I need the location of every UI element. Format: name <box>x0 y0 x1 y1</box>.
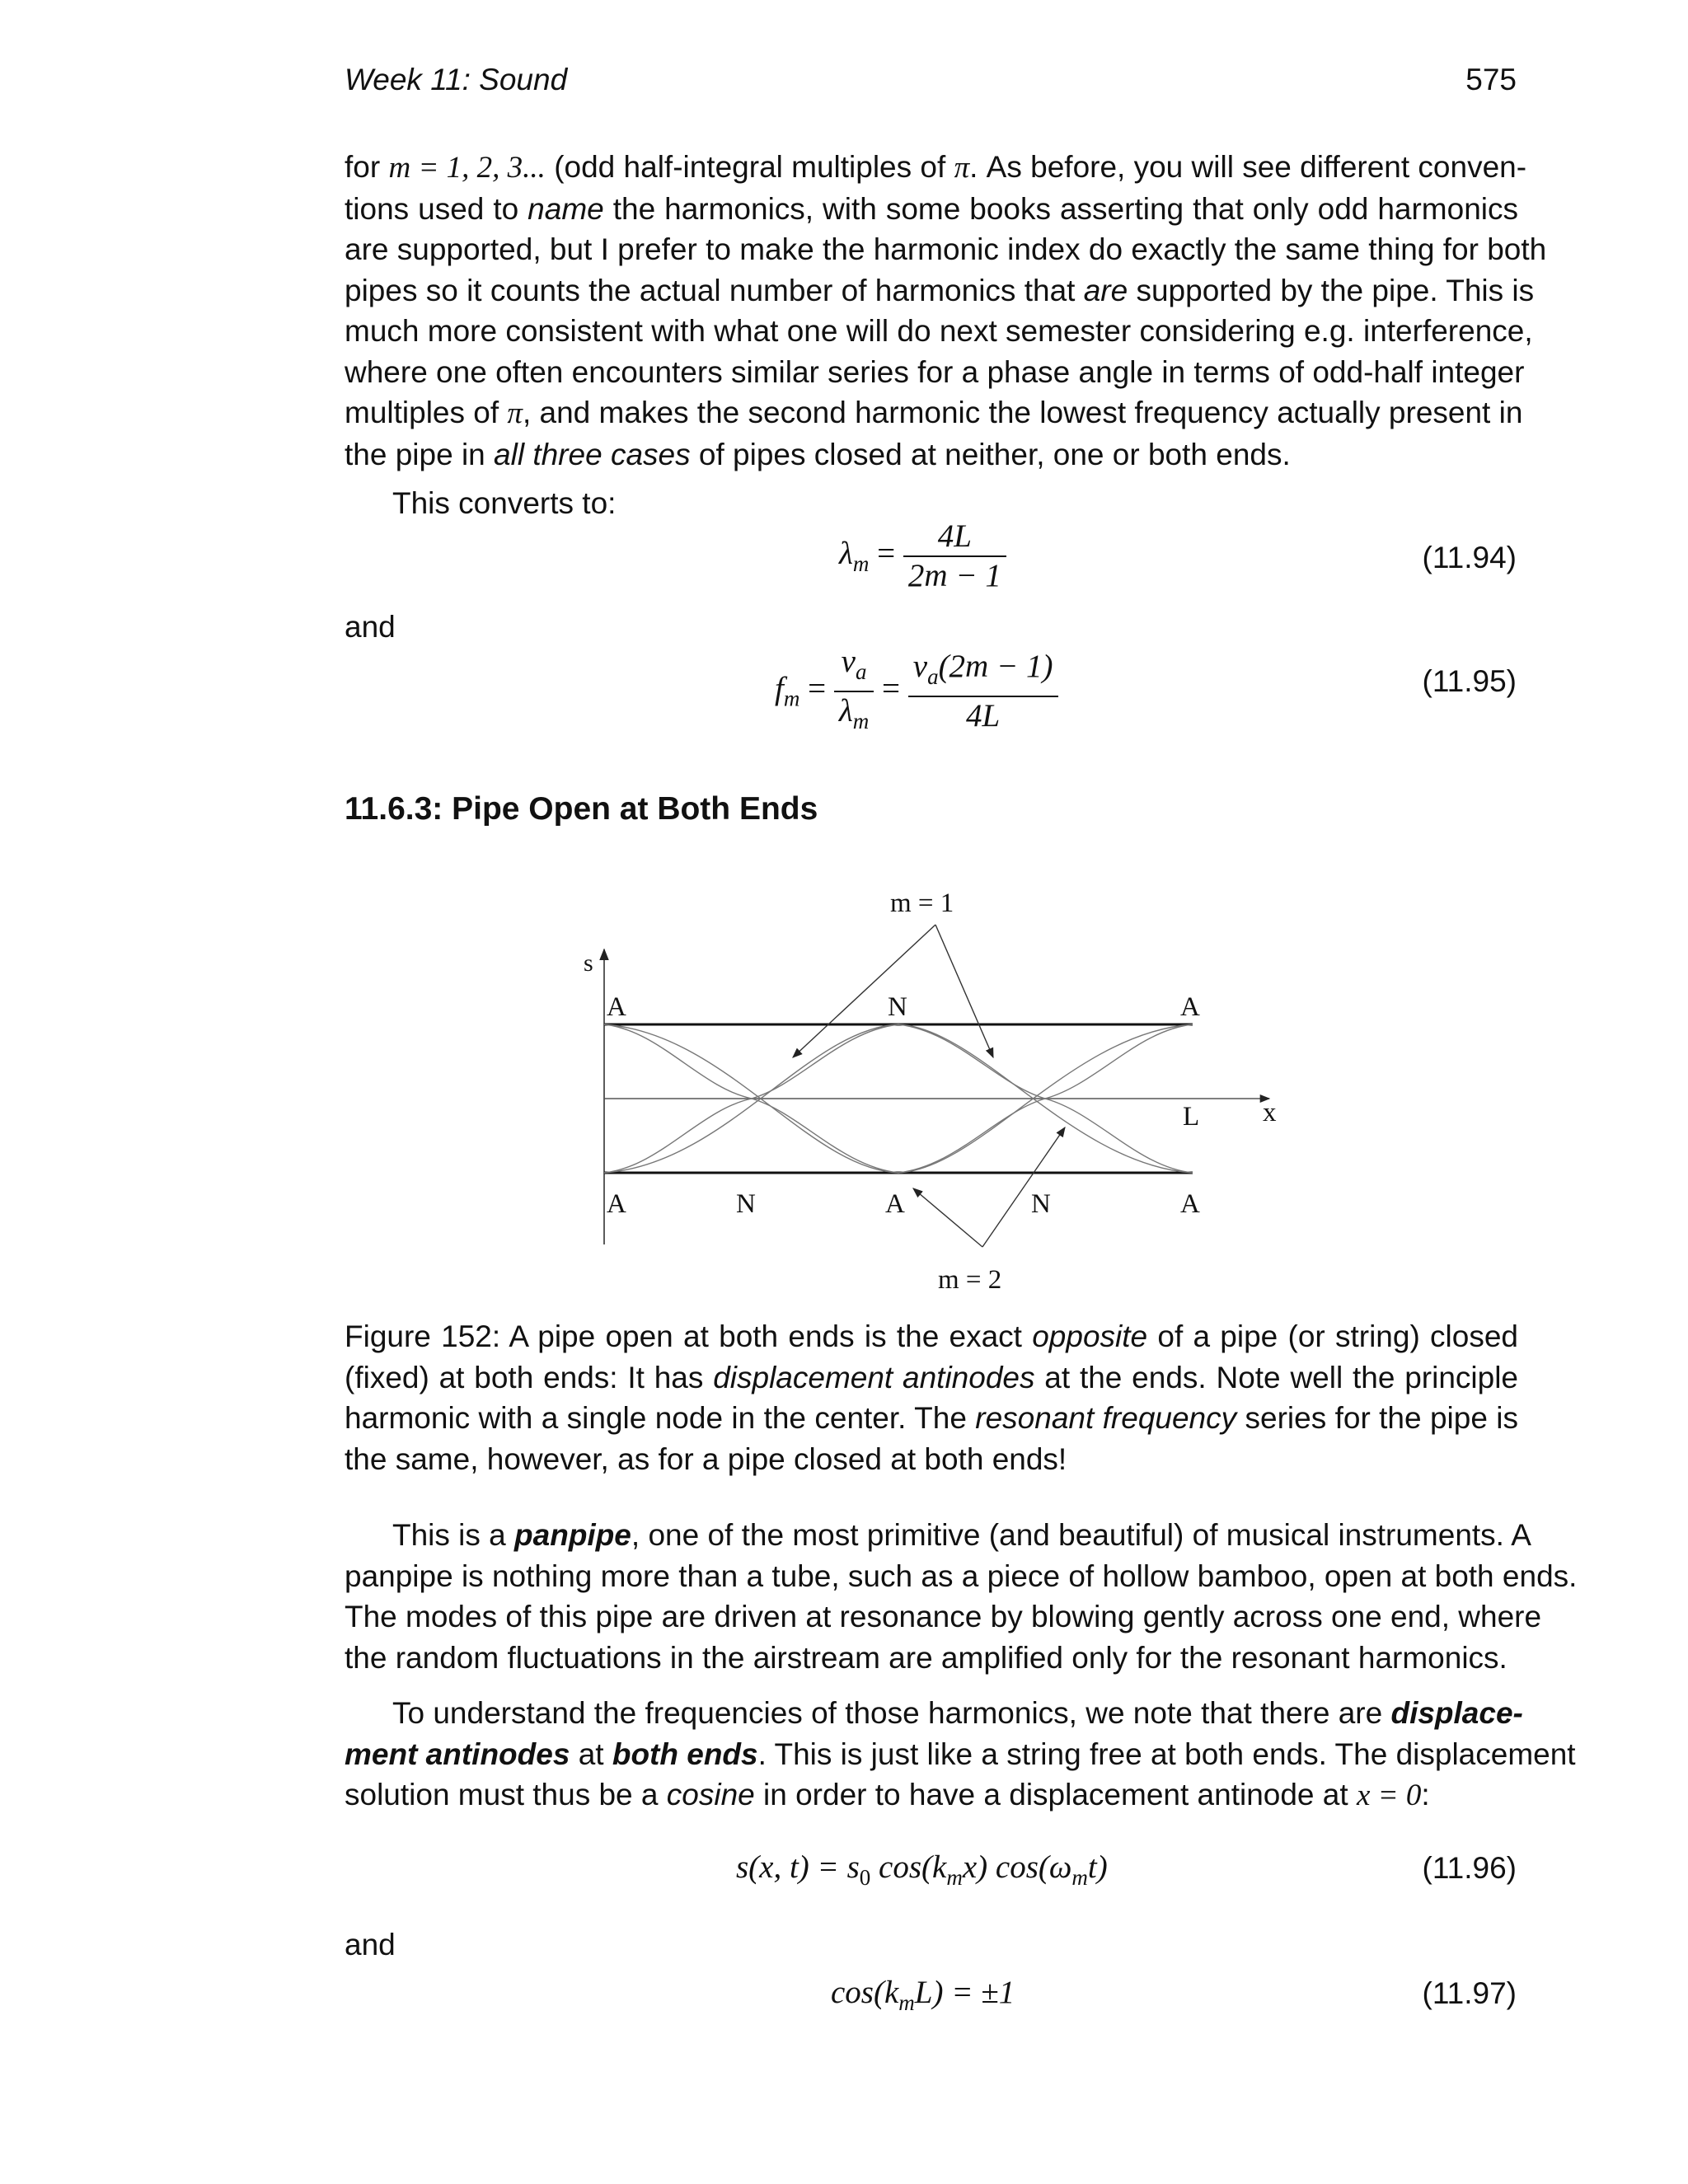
text-line: the pipe in all three cases of pipes closed at neither, one or both ends. <box>345 437 1291 471</box>
running-header-title: Week 11: Sound <box>345 63 568 96</box>
label-s-axis: s <box>584 949 593 977</box>
label-top-left-antinode: A <box>607 992 626 1022</box>
text-line: much more consistent with what one will do next semester considering e.g. interference, <box>345 314 1533 348</box>
text-line: the same, however, as for a pipe closed at both ends! <box>345 1441 1067 1476</box>
text-line: solution must thus be a cosine in order to have a displacement antinode at x = 0: <box>345 1778 1430 1812</box>
paragraph-harmonic-conventions <box>345 147 1547 475</box>
label-top-node: N <box>888 992 907 1022</box>
text-line: pipes so it counts the actual number of harmonics that are supported by the pipe. This is <box>345 273 1535 307</box>
text-and-2: and <box>345 1928 396 1961</box>
paragraph-displacement-antinodes <box>345 1693 1576 1816</box>
text-line: where one often encounters similar series for a phase angle in terms of odd-half integer <box>345 354 1525 389</box>
text-line: To understand the frequencies of those harmonics, we note that there are displace- <box>392 1696 1523 1730</box>
fraction: $\frac{v_a}{\lambda_m}$ <box>834 643 874 740</box>
section-heading: 11.6.3: Pipe Open at Both Ends <box>345 791 818 827</box>
label-m1: m = 1 <box>890 888 954 918</box>
page-number: 575 <box>1465 63 1517 96</box>
paragraph-panpipe <box>345 1515 1578 1678</box>
label-x-axis: x <box>1263 1098 1277 1127</box>
text-line: panpipe is nothing more than a tube, such as a piece of hollow bamboo, open at both ends. <box>345 1558 1578 1593</box>
label-top-right-antinode: A <box>1180 992 1200 1022</box>
fraction: $\frac{4L}{2m - 1}$ <box>903 518 1006 595</box>
text-line: the random fluctuations in the airstream are amplified only for the resonant harmonics. <box>345 1640 1507 1675</box>
pipe-modes-figure <box>560 874 1319 1302</box>
equation-11-95: $f_m$ = $\frac{v_a}{\lambda_m}$ = $\frac{v_a(2m - 1)}{4L}$ <box>775 643 1058 740</box>
text-line: for m = 1, 2, 3... (odd half-integral multiples of π. As before, you will see different conven- <box>345 150 1527 185</box>
text-line: This is a panpipe, one of the most primitive (and beautiful) of musical instruments. A <box>392 1518 1531 1552</box>
label-m2: m = 2 <box>938 1265 1002 1295</box>
text-and: and <box>345 610 396 644</box>
figure-caption <box>345 1316 1518 1479</box>
text-line: multiples of π, and makes the second harmonic the lowest frequency actually present in <box>345 396 1523 430</box>
text-line: are supported, but I prefer to make the harmonic index do exactly the same thing for both <box>345 232 1547 266</box>
equation-number-11-97: (11.97) <box>1422 1976 1517 2010</box>
equation-number-11-96: (11.96) <box>1422 1851 1517 1885</box>
label-bottom-antinode-1: A <box>607 1189 626 1219</box>
fraction: $\frac{v_a(2m - 1)}{4L}$ <box>908 648 1058 735</box>
equation-11-96: s(x, $t) = s_0$ $\cos(k_mx)$ $\cos(\omega_mt)$ <box>736 1849 1108 1890</box>
m1-pointer-right <box>935 925 993 1057</box>
text-line: ment antinodes at both ends. This is just like a string free at both ends. The displacement <box>345 1736 1576 1771</box>
label-bottom-node-2: N <box>1031 1189 1051 1219</box>
label-bottom-node-1: N <box>736 1189 756 1219</box>
equation-11-97: $\cos(k_mL) = \pm 1$ <box>831 1975 1015 2015</box>
equation-number-11-94: (11.94) <box>1422 541 1517 574</box>
label-bottom-antinode-3: A <box>1180 1189 1200 1219</box>
label-length: L <box>1183 1102 1200 1132</box>
equation-number-11-95: (11.95) <box>1422 664 1517 698</box>
label-bottom-antinode-2: A <box>885 1189 905 1219</box>
m2-pointer-left <box>913 1188 982 1247</box>
text-line: Figure 152: A pipe open at both ends is the exact opposite of a pipe (or string) closed <box>345 1319 1518 1353</box>
m2-pointer-right <box>982 1127 1065 1247</box>
text-line: The modes of this pipe are driven at resonance by blowing gently across one end, where <box>345 1600 1542 1633</box>
equation-11-94: $\lambda_m$ = $\frac{4L}{2m - 1}$ <box>839 518 1006 595</box>
text-line: harmonic with a single node in the center. The resonant frequency series for the pipe is <box>345 1401 1518 1435</box>
m1-pointer-left <box>793 925 935 1057</box>
text-this-converts: This converts to: <box>392 486 617 520</box>
text-line: tions used to name the harmonics, with some books asserting that only odd harmonics <box>345 191 1518 226</box>
text-line: (fixed) at both ends: It has displacement antinodes at the ends. Note well the principle <box>345 1360 1519 1394</box>
